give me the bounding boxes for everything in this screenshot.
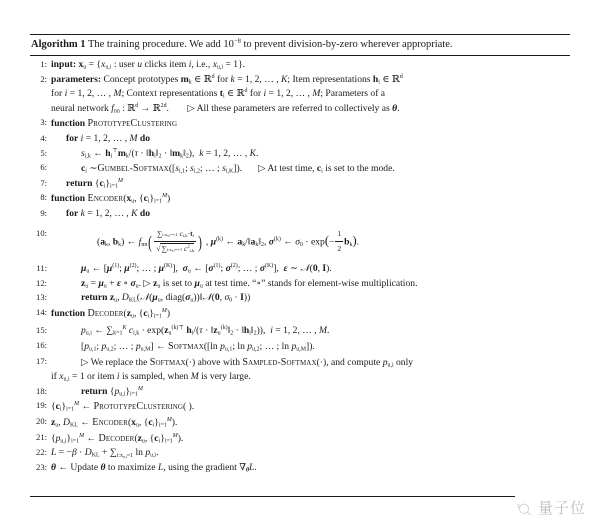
line-content: ▷ We replace the Softmax(·) above with Sampled-Softmax(·), and compute $p_{u,i}$ only if $x_{u,i} = 1$ or item i is sampled, when M is very large. [51,356,414,383]
algorithm-line [30,324,570,339]
algorithm-body [30,56,570,477]
line-content: parameters: Concept prototypes $m_k$ ∈ ℝ$^d$ for k = 1, 2, … , K; Item representations $h_i$ ∈ ℝ$^d$ for i = 1, 2, … , M; Context representations $t_i$ ∈ ℝ$^d$ for i = 1, 2, … , M; Parameters of a neural network $f_{nn}$ : ℝ$^d$ → ℝ$^{2d}$. ▷ All these parameters are referred to collectively as θ. [51,73,403,115]
algorithm-block [30,34,570,477]
line-content: function PrototypeClustering [51,118,178,130]
line-content: input: $x_u = \{x_{u,i}$ : user u clicks item i, i.e., $x_{u,i} = 1$}. [51,59,246,71]
line-number: 5: [40,147,47,158]
line-number: 3: [40,117,47,128]
line-number: 8: [40,192,47,203]
line-content: $p_{u,i}$ ← $\sum_{k=1}^K$ $c_{i,k} \cdot \exp(z_u^{(k)⊤}$ $h_i/(\tau$ · $‖z_u^{(k)}‖_2$ · $‖h_i‖_2$)), i = 1, 2, … , M. [81,325,330,337]
algorithm-line [30,277,570,292]
algorithm-line [30,339,570,355]
algorithm-line [30,399,570,415]
algorithm-line [30,147,570,162]
line-number: 17: [36,355,47,366]
line-number: 11: [36,263,47,274]
line-number: 14: [36,306,47,317]
algorithm-line [30,291,570,306]
line-content: return $z_u$, $D_{KL}(𝒩(\mu_u$, $diag(\sigma_u))‖𝒩(0$, $\sigma_0 \cdot I$)) [81,292,251,304]
line-number: 1: [40,59,47,70]
line-content: $\mu_u$ ← [$\mu^{(1)}$; $\mu^{(2)}$; … ; $\mu^{(K)}$], $\sigma_u$ ← [$\sigma^{(1)}$; $\sigma^{(2)}$; … ; $\sigma^{(K)}$], ε ∼ 𝒩(0, I). [81,262,332,275]
line-content: ($a_k$, $b_k$) ← $f_{nn}$( $\frac{\sum i:x_{u,i}=+1 c_{i,k}\cdot t_i}{√\sum i:x_{u,i}=+1 c^2_{i,k}}$ ) , $\mu^{(k)}$ ← $a_k/‖a_k‖_2$, $\sigma^{(k)}$ ← $\sigma_0 \cdot \exp(-$ $\frac{1}{2}$ $b_k$). [51,225,570,260]
line-content: function $Encoder(x_u$, $\{c_i\}_{i=1}^M$) [51,193,171,205]
algorithm-caption [30,35,570,55]
line-comment: ▷ All these parameters are referred to collectively as θ. [187,102,400,114]
watermark [515,497,586,518]
line-number: 21: [36,431,47,442]
line-content: for k = 1, 2, … , K do [66,207,151,219]
line-content: function $Decoder(z_u$, $\{c_i\}_{i=1}^M$) [51,307,171,320]
line-content: return $\{c_i\}_{i=1}^M$ [66,177,123,190]
algorithm-line [30,58,570,73]
line-content: θ ← Update θ to maximize L, using the gradient $\nabla_\theta L$. [51,461,257,474]
line-number: 19: [36,400,47,411]
line-content: $z_u = \mu_u + \varepsilon$ ∘ $\sigma_u$. ▷ $z_u$ is set to $\mu_u$ at test time. “∘” stands for element-wise multiplication. [81,277,418,290]
line-content: [$p_{u,1}$; $p_{u,2}$; … ; $p_{u,M}$] ← Softmax([ln $p_{u,1}$; $\ln p_{u,2}$; … ; $\ln p_{u,M}$]). [81,341,315,353]
line-number: 15: [36,325,47,336]
algorithm-line [30,306,570,322]
algorithm-line [30,385,570,400]
line-number: 9: [40,207,47,218]
algorithm-label: Algorithm 1 [31,39,86,50]
qbitai-logo-icon [515,499,533,517]
bottom-rule [30,496,515,497]
line-number: 20: [36,415,47,426]
line-number: 6: [40,162,47,173]
algorithm-line [30,116,570,132]
line-number: 23: [36,461,47,472]
line-number: 16: [36,340,47,351]
algorithm-line [30,177,570,192]
algorithm-line [30,262,570,277]
line-number: 4: [40,133,47,144]
line-number: 12: [36,277,47,288]
line-content: $s_{i,k}$ ← $h_i^⊤m_k/(\tau$ · $‖h_i‖_2$ · $‖m_k‖_2$), k = 1, 2, … , K. [81,147,259,160]
algorithm-line [30,225,570,260]
algorithm-caption-text: The training procedure. We add $10^{-8}$ to prevent division-by-zero wherever appropriate. [87,37,453,50]
line-content: return $\{p_{u,i}\}_{i=1}^M$ [81,385,143,398]
algorithm-line [30,415,570,431]
line-number: 18: [36,385,47,396]
line-number: 10: [36,227,47,238]
algorithm-line [30,355,570,385]
algorithm-line [30,191,570,207]
algorithm-line [30,73,570,117]
line-content: for i = 1, 2, … , M do [66,133,151,145]
watermark-text: 量子位 [537,499,586,517]
line-content: $\{c_i\}_{i=1}^M$ ← PrototypeClustering( ). [51,401,195,413]
line-content: $\{p_{u,i}\}_{i=1}^M$ ← $Decoder(z_u$, $\{c_i\}_{i=1}^M$). [51,432,184,445]
algorithm-line [30,461,570,476]
line-number: 2: [40,73,47,84]
line-number: 13: [36,292,47,303]
line-content: $z_u$, $D_{KL}$ ← $Encoder(x_u$, $\{c_i\}_{i=1}^M$). [51,416,178,429]
algorithm-line [30,161,570,177]
line-content: $L = -\beta \cdot D_{KL} + \sum_{i:x_{u,i}=1}$ $\ln p_{u,i}$. [51,447,159,459]
algorithm-line [30,207,570,222]
algorithm-line [30,431,570,447]
algorithm-line [30,132,570,147]
encoder-fraction: $\frac{\sum i:x_{u,i}=+1 c_{i,k}\cdot t_i}{√\sum i:x_{u,i}=+1 c^2_{i,k}}$ [154,227,196,256]
line-number: 22: [36,447,47,458]
algorithm-line [30,446,570,461]
line-content: $c_i$ $\sim Gumbel-Softmax([s_{i,1}$; $s_{i,2}$; … ; $s_{i,K}$]). ▷ At test time, $c_i$ is set to the mode. [81,163,395,175]
line-number: 7: [40,177,47,188]
line-comment: ▷ At test time, $c_i$ is set to the mode. [258,163,395,175]
